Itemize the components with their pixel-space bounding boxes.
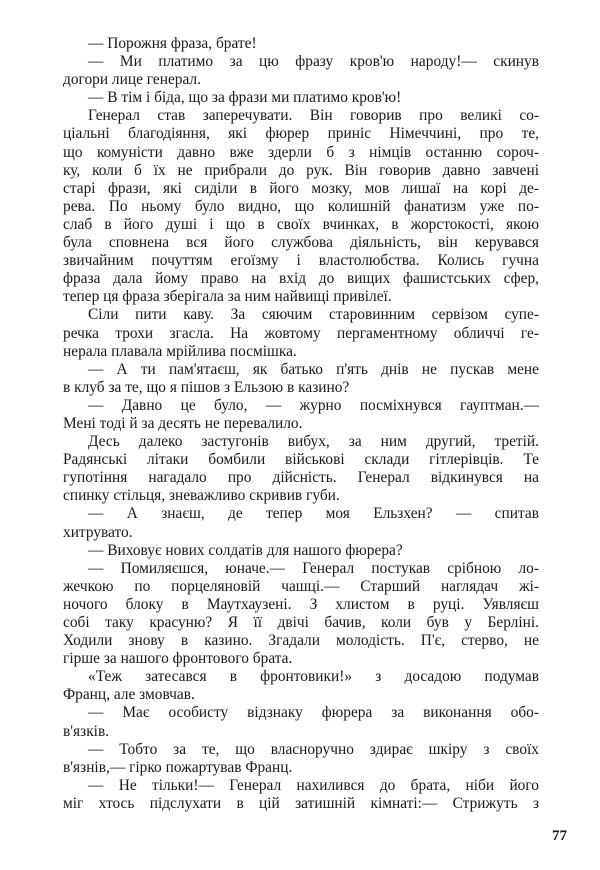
text-line: нерала плавала мрійлива посмішка. xyxy=(63,342,297,360)
text-line: собі таку красуню? Я її двічі бачив, коли був у Берліні. xyxy=(63,614,539,631)
text-line: фраза дала йому право на вхід до вищих фашистських сфер, xyxy=(63,270,539,288)
text-line: ночого блоку в Маутхаузені. З хлистом в руці. Уявляєш xyxy=(63,595,539,613)
text-line: ку, коли б їх не прибрали до рук. Він говорив давно завчені xyxy=(63,161,539,179)
text-line: що комуністи давно вже здерли б з німців останню сороч- xyxy=(63,143,539,161)
text-line: жечкою по порцеляновій чашці.— Старший наглядач жі- xyxy=(63,577,539,595)
text-line: слаб в його душі і що в своїх вчинках, в жорстокості, якою xyxy=(63,215,539,233)
page-number: 77 xyxy=(552,828,567,844)
text-line: — В тім і біда, що за фрази ми платимо кров'ю! xyxy=(88,89,402,107)
text-line: — Порожня фраза, брате! xyxy=(88,35,257,52)
text-line: догори лице генерал. xyxy=(63,71,201,89)
text-line: Ходили знову в казино. Згадали молодість. П'є, стерво, не xyxy=(63,632,539,650)
text-line: Десь далеко застугонів вибух, за ним другий, третій. xyxy=(88,433,539,451)
text-line: «Теж затесався в фронтовики!» з досадою подумав xyxy=(88,668,539,686)
text-line: — Не тільки!— Генерал нахилився до брата, ніби його xyxy=(88,776,539,794)
text-line: Мені тоді й за десять не перевалило. xyxy=(63,414,303,432)
text-line: — Помиляєшся, юначе.— Генерал постукав срібною ло- xyxy=(88,559,539,577)
text-line: в'язнів,— гірко пожартував Франц. xyxy=(63,758,293,776)
text-line: гупотіння нагадало про дійсність. Генерал відкинувся на xyxy=(63,469,539,487)
text-line: — Виховує нових солдатів для нашого фюрера? xyxy=(88,541,403,559)
text-line: речка трохи згасла. На жовтому пергаментному обличчі ге- xyxy=(63,324,539,342)
text-line: в'язків. xyxy=(63,722,110,740)
text-line: — Ми платимо за цю фразу кров'ю народу!— скинув xyxy=(88,53,539,71)
text-line: — А ти пам'ятаєш, як батько п'ять днів не пускав мене xyxy=(88,360,539,378)
text-line: Франц, але змовчав. xyxy=(63,686,195,704)
text-line: — Давно це було, — журно посміхнувся гауптман.— xyxy=(88,396,539,414)
text-line: старі фрази, які сиділи в його мозку, мов лишаї на корі де- xyxy=(63,179,539,197)
text-line: міг хтось підслухати в цій затишній кімнаті:— Стрижуть з xyxy=(63,794,539,812)
text-line: тепер ця фраза зберігала за ним найвищі привілеї. xyxy=(63,288,392,306)
text-line: гірше за нашого фронтового брата. xyxy=(63,650,293,668)
text-line: Генерал став заперечувати. Він говорив про великі со- xyxy=(88,107,539,125)
text-line: в клуб за те, що я пішов з Ельзою в казино? xyxy=(63,378,350,396)
text-line: — Має особисту відзнаку фюрера за виконання обо- xyxy=(88,704,539,722)
text-line: хитрувато. xyxy=(63,523,133,541)
text-line: — А знаєш, де тепер моя Ельзхен? — спитав xyxy=(88,505,539,523)
book-page-text xyxy=(63,35,539,813)
text-line: — Тобто за те, що власноручно здирає шкіру з своїх xyxy=(88,740,539,758)
text-line: Сіли пити каву. За сяючим старовинним сервізом супе- xyxy=(88,306,539,324)
text-line: звичайним почуттям егоїзму і властолюбства. Колись гучна xyxy=(63,252,539,270)
text-line: рева. По ньому було видно, що колишній фанатизм уже по- xyxy=(63,197,539,215)
text-line: Радянські літаки бомбили військові склади гітлерівців. Те xyxy=(63,451,539,469)
text-line: була сповнена вся його службова діяльність, він керувався xyxy=(63,234,539,252)
text-line: ціальні благодіяння, які фюрер приніс Німеччині, про те, xyxy=(63,125,539,143)
text-line: спинку стільця, зневажливо скривив губи. xyxy=(63,487,340,505)
